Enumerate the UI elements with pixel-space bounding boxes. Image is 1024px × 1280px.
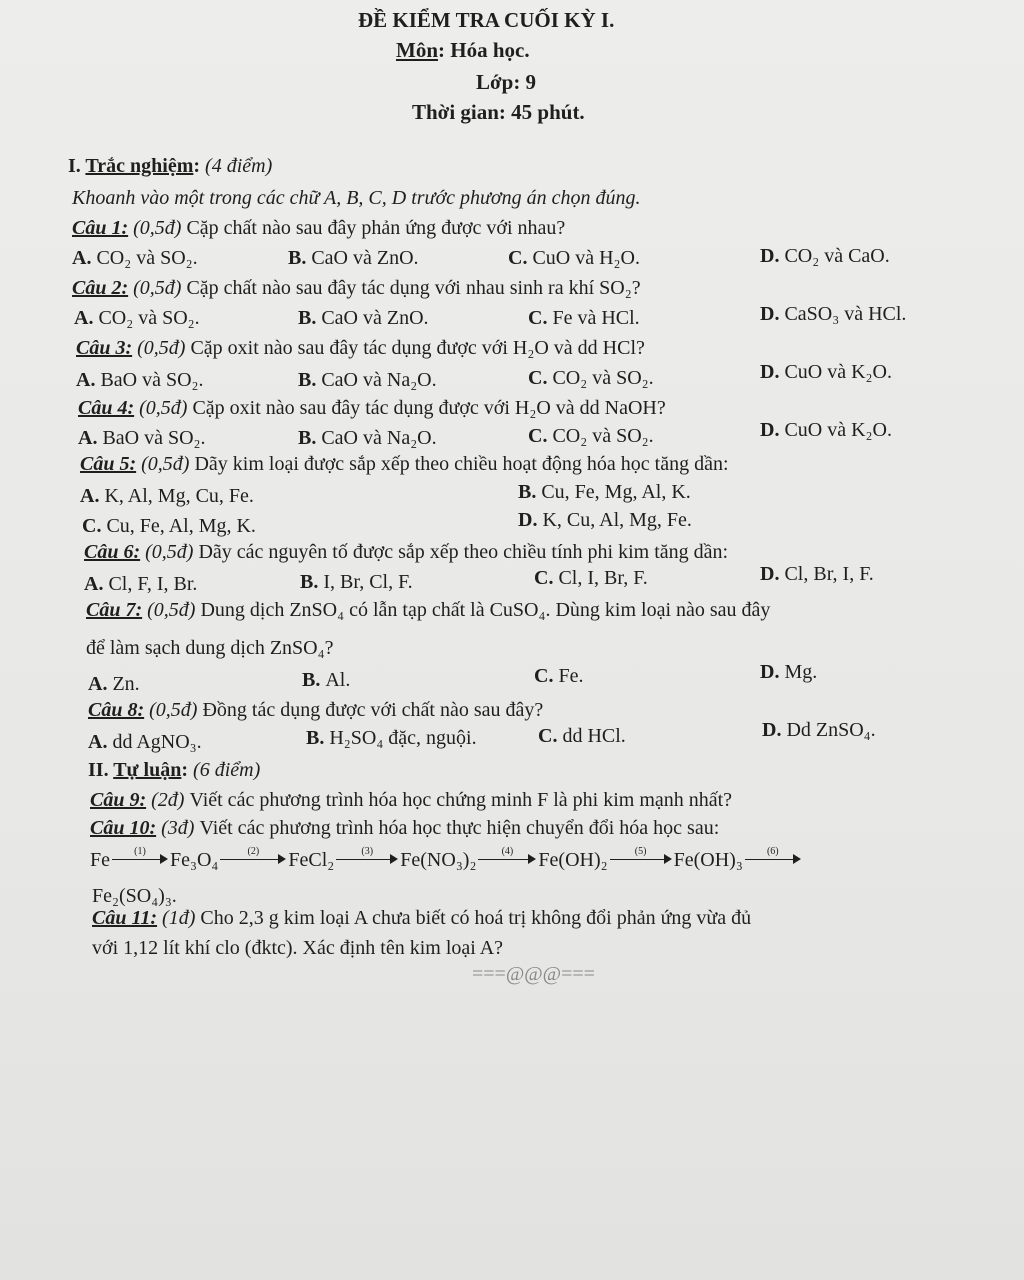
arrow-4: (4) <box>478 850 536 864</box>
question-10: Câu 10: (3đ) Viết các phương trình hóa học thực hiện chuyển đổi hóa học sau: <box>90 817 720 839</box>
q3-option-a[interactable]: A. BaO và SO₂. <box>76 369 204 391</box>
exam-title: ĐỀ KIỂM TRA CUỐI KỲ I. <box>358 8 615 32</box>
q7-option-d[interactable]: D. Mg. <box>760 661 818 683</box>
q4-option-c[interactable]: C. CO₂ và SO₂. <box>528 425 654 447</box>
end-mark: ===@@@=== <box>472 963 595 985</box>
q6-option-a[interactable]: A. Cl, F, I, Br. <box>84 573 198 595</box>
species-2: Fe₃O₄ <box>170 849 219 871</box>
reaction-scheme <box>90 848 803 872</box>
subject-value: : Hóa học. <box>438 38 530 62</box>
q8-option-d[interactable]: D. Dd ZnSO₄. <box>762 719 876 741</box>
q2-option-a[interactable]: A. CO₂ và SO₂. <box>74 307 200 329</box>
question-7: Câu 7: (0,5đ) Dung dịch ZnSO₄ có lẫn tạp chất là CuSO₄. Dùng kim loại nào sau đây <box>86 599 771 621</box>
part1-instruction: Khoanh vào một trong các chữ A, B, C, D trước phương án chọn đúng. <box>72 187 641 209</box>
question-6: Câu 6: (0,5đ) Dãy các nguyên tố được sắp xếp theo chiều tính phi kim tăng dần: <box>84 541 729 563</box>
question-1: Câu 1: (0,5đ) Cặp chất nào sau đây phản ứng được với nhau? <box>72 217 566 239</box>
q1-option-c[interactable]: C. CuO và H₂O. <box>508 247 640 269</box>
part1-heading: I. Trắc nghiệm: (4 điểm) <box>68 155 273 177</box>
q5-option-c[interactable]: C. Cu, Fe, Al, Mg, K. <box>82 515 256 537</box>
species-6: Fe(OH)₃ <box>673 849 743 871</box>
q1-option-a[interactable]: A. CO₂ và SO₂. <box>72 247 198 269</box>
species-1: Fe <box>90 849 110 871</box>
arrow-3: (3) <box>336 850 398 864</box>
question-9: Câu 9: (2đ) Viết các phương trình hóa học chứng minh F là phi kim mạnh nhất? <box>90 789 733 811</box>
q1-option-b[interactable]: B. CaO và ZnO. <box>288 247 419 269</box>
part1-name: Trắc nghiệm <box>85 155 194 177</box>
arrow-1: (1) <box>112 850 168 864</box>
question-7-cont: để làm sạch dung dịch ZnSO₄? <box>86 637 334 659</box>
q1-option-d[interactable]: D. CO₂ và CaO. <box>760 245 890 267</box>
question-3: Câu 3: (0,5đ) Cặp oxit nào sau đây tác dụng được với H₂O và dd HCl? <box>76 337 645 359</box>
q4-option-b[interactable]: B. CaO và Na₂O. <box>298 427 437 449</box>
q3-option-b[interactable]: B. CaO và Na₂O. <box>298 369 437 391</box>
species-4: Fe(NO₃)₂ <box>400 849 477 871</box>
q6-option-b[interactable]: B. I, Br, Cl, F. <box>300 571 413 593</box>
time-line: Thời gian: 45 phút. <box>412 100 585 124</box>
grade-line: Lớp: 9 <box>476 70 537 94</box>
subject-label: Môn <box>396 38 438 62</box>
q6-option-c[interactable]: C. Cl, I, Br, F. <box>534 567 648 589</box>
question-11: Câu 11: (1đ) Cho 2,3 g kim loại A chưa biết có hoá trị không đổi phản ứng vừa đủ <box>92 907 752 929</box>
q2-option-d[interactable]: D. CaSO₃ và HCl. <box>760 303 907 325</box>
arrow-2: (2) <box>220 850 286 864</box>
q5-option-b[interactable]: B. Cu, Fe, Mg, Al, K. <box>518 481 691 503</box>
question-2: Câu 2: (0,5đ) Cặp chất nào sau đây tác dụng với nhau sinh ra khí SO₂? <box>72 277 641 299</box>
part2-heading: II. Tự luận: (6 điểm) <box>88 759 261 781</box>
question-11-cont: với 1,12 lít khí clo (đktc). Xác định tên kim loại A? <box>92 937 504 959</box>
q8-option-a[interactable]: A. dd AgNO₃. <box>88 731 202 753</box>
q4-option-a[interactable]: A. BaO và SO₂. <box>78 427 206 449</box>
species-7: Fe₂(SO₄)₃. <box>92 885 177 907</box>
part2-points: (6 điểm) <box>193 759 261 781</box>
q7-option-b[interactable]: B. Al. <box>302 669 351 691</box>
question-4: Câu 4: (0,5đ) Cặp oxit nào sau đây tác dụng được với H₂O và dd NaOH? <box>78 397 666 419</box>
q7-option-a[interactable]: A. Zn. <box>88 673 140 695</box>
subject-line <box>396 38 530 62</box>
q8-option-b[interactable]: B. H₂SO₄ đặc, nguội. <box>306 727 477 749</box>
question-8: Câu 8: (0,5đ) Đồng tác dụng được với chất nào sau đây? <box>88 699 544 721</box>
q3-option-d[interactable]: D. CuO và K₂O. <box>760 361 892 383</box>
species-5: Fe(OH)₂ <box>538 849 608 871</box>
q6-option-d[interactable]: D. Cl, Br, I, F. <box>760 563 874 585</box>
q2-option-b[interactable]: B. CaO và ZnO. <box>298 307 429 329</box>
arrow-5: (5) <box>610 850 672 864</box>
q8-option-c[interactable]: C. dd HCl. <box>538 725 626 747</box>
q7-option-c[interactable]: C. Fe. <box>534 665 584 687</box>
species-3: FeCl₂ <box>288 849 335 871</box>
question-5: Câu 5: (0,5đ) Dãy kim loại được sắp xếp theo chiều hoạt động hóa học tăng dần: <box>80 453 729 475</box>
q5-option-d[interactable]: D. K, Cu, Al, Mg, Fe. <box>518 509 692 531</box>
q3-option-c[interactable]: C. CO₂ và SO₂. <box>528 367 654 389</box>
q4-option-d[interactable]: D. CuO và K₂O. <box>760 419 892 441</box>
part1-points: (4 điểm) <box>205 155 273 177</box>
part2-name: Tự luận <box>113 759 182 781</box>
arrow-6: (6) <box>745 850 801 864</box>
q2-option-c[interactable]: C. Fe và HCl. <box>528 307 640 329</box>
q5-option-a[interactable]: A. K, Al, Mg, Cu, Fe. <box>80 485 254 507</box>
